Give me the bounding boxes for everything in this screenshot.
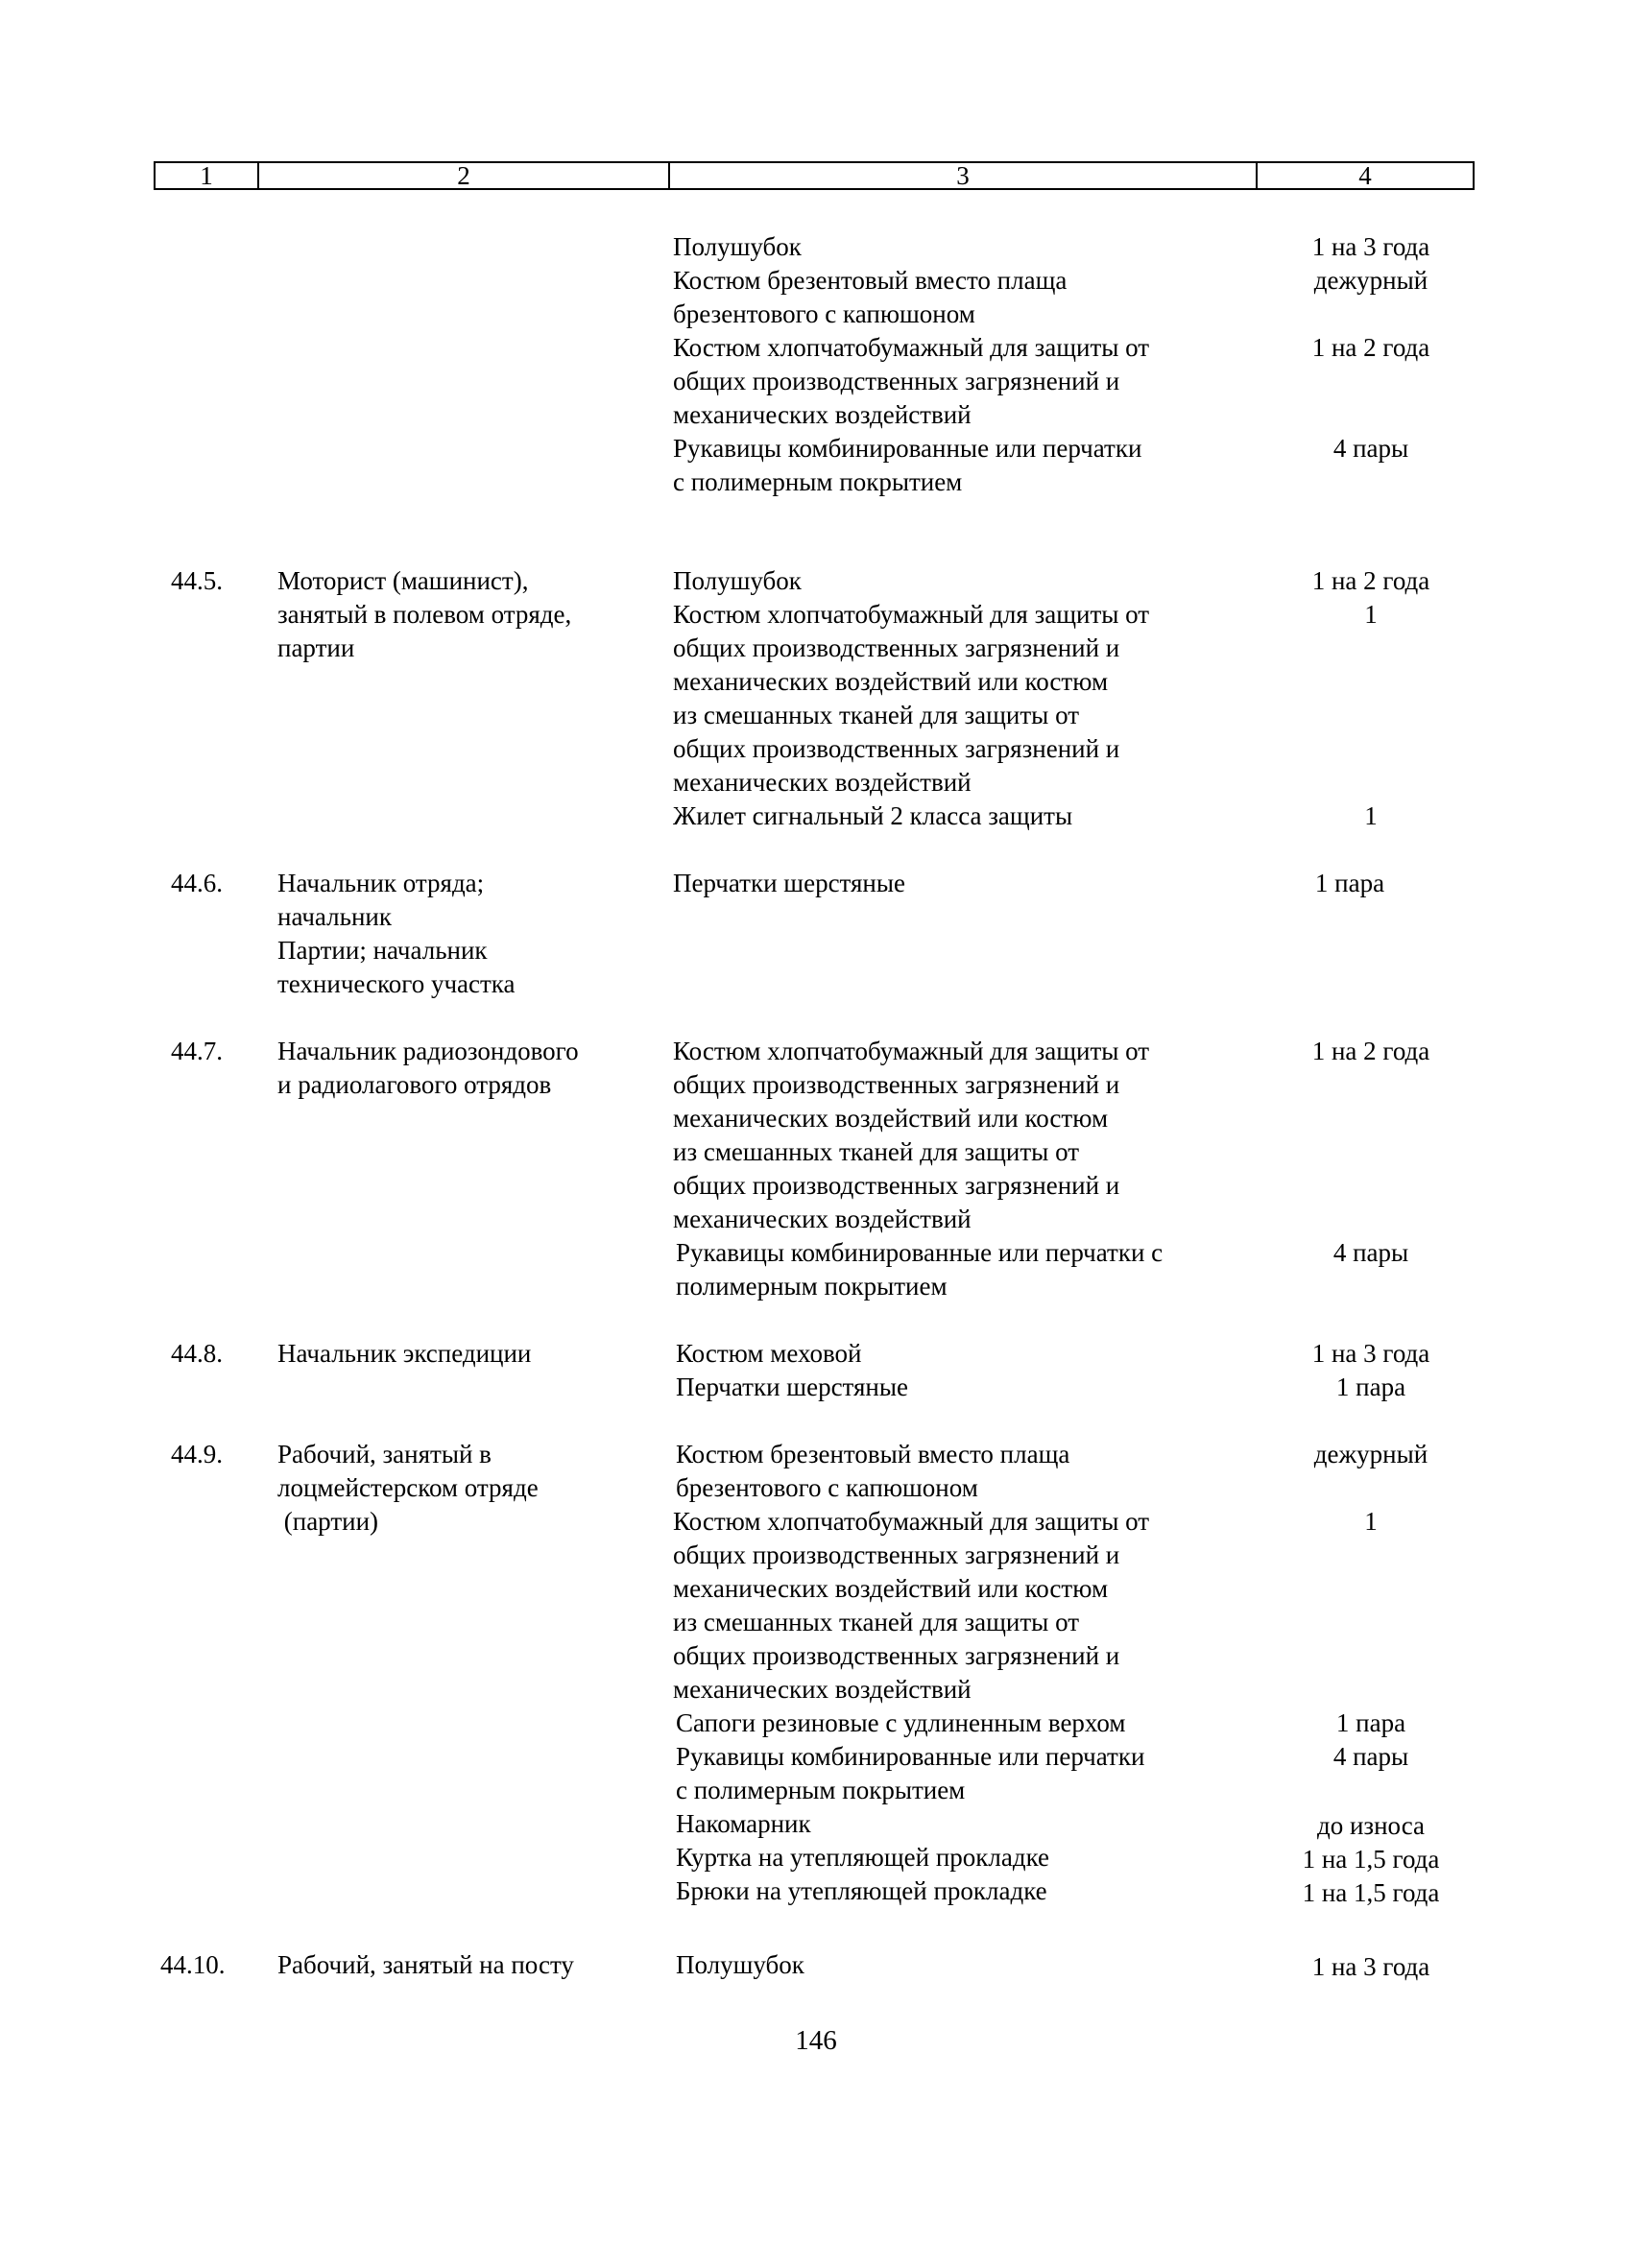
item-name: Костюм хлопчатобумажный для защиты от [673,1507,1150,1536]
position-title: Моторист (машинист), [277,566,529,595]
item-name: Полушубок [673,232,802,261]
page-number: 146 [795,2025,837,2056]
position-title: технического участка [277,969,516,998]
item-name: Полушубок [676,1950,804,1979]
item-norm: 1 пара [1314,869,1385,897]
item-name: Рукавицы комбинированные или перчатки с [676,1238,1164,1267]
position-title: Начальник экспедиции [277,1339,532,1368]
item-name: Рукавицы комбинированные или перчатки [673,434,1142,463]
row-number: 44.6. [171,869,223,897]
item-norm: 1 на 2 года [1311,333,1430,362]
item-norm: 1 [1364,600,1378,629]
item-name: механических воздействий или костюм [673,1574,1109,1603]
item-norm: дежурный [1313,266,1428,295]
item-name: Накомарник [676,1809,811,1838]
item-name: с полимерным покрытием [673,467,963,496]
item-name: общих производственных загрязнений и [673,367,1120,395]
column-number-2: 2 [258,162,669,189]
item-norm: 1 пара [1335,1708,1406,1737]
item-norm: до износа [1316,1811,1426,1840]
item-norm: дежурный [1313,1440,1428,1468]
item-name: механических воздействий или костюм [673,667,1109,696]
item-name: Костюм брезентовый вместо плаща [673,266,1068,295]
item-norm: 1 на 2 года [1311,1037,1430,1065]
position-title: начальник [277,902,392,931]
item-name: механических воздействий [673,400,972,429]
item-name: общих производственных загрязнений и [673,1641,1120,1670]
row-number: 44.8. [171,1339,223,1368]
item-name: Куртка на утепляющей прокладке [676,1843,1050,1872]
item-name: Полушубок [673,566,802,595]
position-title: Рабочий, занятый в [277,1440,492,1468]
column-number-1: 1 [155,162,258,189]
item-name: из смешанных тканей для защиты от [673,701,1080,729]
item-name: механических воздействий [673,768,972,797]
row-number: 44.5. [171,566,223,595]
item-norm: 1 на 3 года [1311,232,1430,261]
position-title: Рабочий, занятый на посту [277,1950,574,1979]
item-norm: 1 на 1,5 года [1302,1845,1440,1874]
item-name: Перчатки шерстяные [676,1373,908,1401]
row-number: 44.10. [160,1950,226,1979]
position-title: Партии; начальник [277,936,488,965]
item-norm: 4 пары [1332,1742,1409,1771]
item-name: из смешанных тканей для защиты от [673,1137,1080,1166]
item-name: Рукавицы комбинированные или перчатки [676,1742,1145,1771]
item-norm: 1 на 1,5 года [1302,1878,1440,1907]
item-norm: 1 на 3 года [1311,1339,1430,1368]
item-name: общих производственных загрязнений и [673,1171,1120,1200]
position-title: Начальник отряда; [277,869,485,897]
item-norm: 4 пары [1332,434,1409,463]
item-name: общих производственных загрязнений и [673,734,1120,763]
item-name: с полимерным покрытием [676,1776,966,1804]
item-name: Жилет сигнальный 2 класса защиты [673,801,1073,830]
item-norm: 1 [1364,1507,1378,1536]
item-name: Костюм брезентовый вместо плаща [676,1440,1070,1468]
item-name: Перчатки шерстяные [673,869,905,897]
item-name: механических воздействий [673,1675,972,1704]
column-number-3: 3 [669,162,1257,189]
item-name: брезентового с капюшоном [673,299,975,328]
column-header-row [154,161,1475,190]
item-name: Брюки на утепляющей прокладке [676,1876,1047,1905]
item-norm: 1 на 2 года [1311,566,1430,595]
position-title: (партии) [277,1507,379,1536]
item-name: из смешанных тканей для защиты от [673,1608,1080,1636]
position-title: занятый в полевом отряде, [277,600,572,629]
item-name: брезентового с капюшоном [676,1473,978,1502]
position-title: Начальник радиозондового [277,1037,579,1065]
position-title: и радиолагового отрядов [277,1070,552,1099]
row-number: 44.9. [171,1440,223,1468]
position-title: лоцмейстерском отряде [277,1473,539,1502]
item-name: общих производственных загрязнений и [673,1540,1120,1569]
item-name: общих производственных загрязнений и [673,1070,1120,1099]
item-name: полимерным покрытием [676,1272,948,1301]
item-name: Костюм хлопчатобумажный для защиты от [673,333,1150,362]
item-name: Костюм хлопчатобумажный для защиты от [673,1037,1150,1065]
item-norm: 4 пары [1332,1238,1409,1267]
item-name: общих производственных загрязнений и [673,633,1120,662]
item-name: Сапоги резиновые с удлиненным верхом [676,1708,1126,1737]
item-name: Костюм меховой [676,1339,862,1368]
item-norm: 1 на 3 года [1311,1952,1430,1981]
row-number: 44.7. [171,1037,223,1065]
item-name: механических воздействий или костюм [673,1104,1109,1133]
item-norm: 1 пара [1335,1373,1406,1401]
column-number-4: 4 [1257,162,1474,189]
item-name: механических воздействий [673,1205,972,1233]
item-norm: 1 [1364,801,1378,830]
item-name: Костюм хлопчатобумажный для защиты от [673,600,1150,629]
position-title: партии [277,633,355,662]
